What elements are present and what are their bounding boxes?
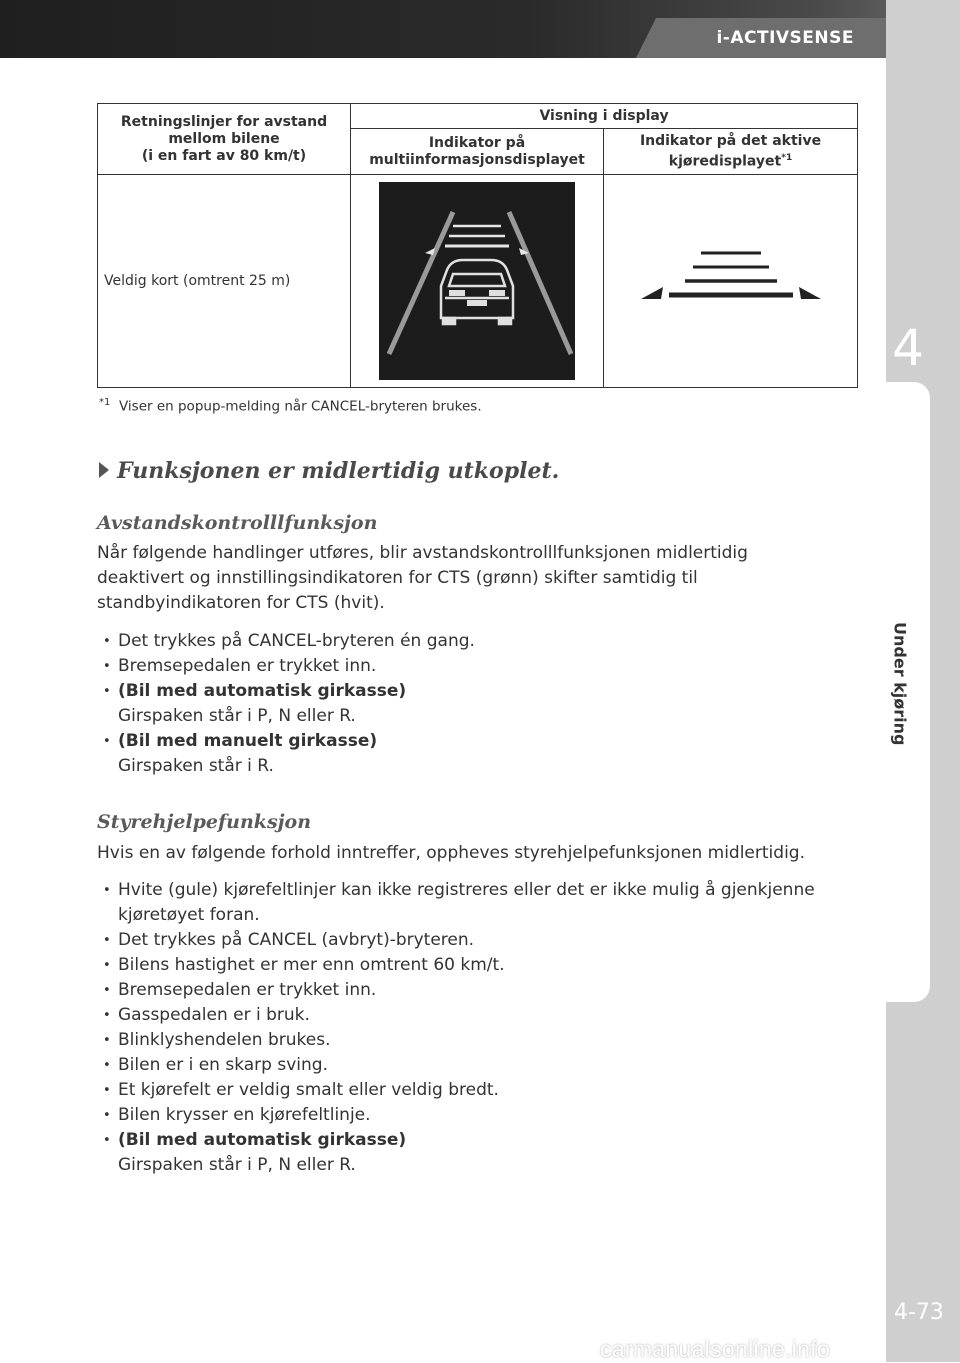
watermark: carmanualsonline.info bbox=[600, 1336, 831, 1362]
list-item: • Det trykkes på CANCEL-bryteren én gang. bbox=[103, 629, 863, 654]
list-item: • Bremsepedalen er trykket inn. bbox=[103, 654, 863, 679]
indicator-table bbox=[97, 103, 858, 388]
multi-display-image-cell bbox=[351, 175, 604, 388]
paragraph-line: standbyindikatoren for CTS (hvit). bbox=[97, 593, 385, 613]
header-line: multiinformasjonsdisplayet bbox=[369, 151, 585, 168]
header-line: (i en fart av 80 km/t) bbox=[141, 147, 307, 164]
header-line: Retningslinjer for avstand bbox=[120, 113, 328, 130]
list-item-text: Girspaken står i R. bbox=[118, 756, 274, 776]
list-item bbox=[103, 1128, 883, 1178]
footnote-mark: *1 bbox=[99, 397, 111, 408]
chapter-number: 4 bbox=[892, 319, 924, 377]
list-item: • Bilen krysser en kjørefeltlinje. bbox=[103, 1103, 883, 1128]
paragraph-line: Når følgende handlinger utføres, blir avstandskontrolllfunksjonen midlertidig bbox=[97, 543, 748, 563]
distance-control-heading: Avstandskontrolllfunksjon bbox=[97, 512, 378, 534]
header-line bbox=[604, 150, 857, 171]
list-item-bold: • (Bil med automatisk girkasse) bbox=[118, 1130, 407, 1150]
header-line: Indikator på bbox=[428, 134, 526, 151]
footnote-text: Viser en popup-melding når CANCEL-bryteren brukes. bbox=[118, 398, 482, 415]
paragraph-line: deaktivert og innstillingsindikatoren for CTS (grønn) skifter samtidig til bbox=[97, 568, 698, 588]
list-item-bold: • (Bil med manuelt girkasse) bbox=[118, 731, 378, 751]
section-label: Under kjøring bbox=[890, 622, 910, 746]
list-item-bold: • (Bil med automatisk girkasse) bbox=[118, 681, 407, 701]
header-text: kjøredisplayet bbox=[668, 153, 782, 170]
section-heading bbox=[99, 458, 559, 484]
list-item: • Bremsepedalen er trykket inn. bbox=[103, 978, 883, 1003]
display-header: Visning i display bbox=[351, 104, 858, 129]
page-number: 4-73 bbox=[894, 1300, 944, 1325]
multi-display-header bbox=[351, 129, 604, 175]
distance-control-list bbox=[103, 629, 863, 779]
list-item-text: Hvite (gule) kjørefeltlinjer kan ikke registreres eller det er ikke mulig å gjenkjenne bbox=[118, 880, 815, 900]
active-display-header bbox=[604, 129, 858, 175]
distance-guideline-header bbox=[98, 104, 351, 175]
list-item: • Bilens hastighet er mer enn omtrent 60 km/t. bbox=[103, 953, 883, 978]
list-item: • Gasspedalen er i bruk. bbox=[103, 1003, 883, 1028]
list-item bbox=[103, 878, 883, 928]
list-item: • Blinklyshendelen brukes. bbox=[103, 1028, 883, 1053]
distance-cell: Veldig kort (omtrent 25 m) bbox=[98, 175, 351, 388]
list-item bbox=[103, 679, 863, 729]
header-line: Indikator på det aktive bbox=[639, 132, 822, 149]
footnote bbox=[99, 397, 482, 415]
header-title: i-ACTIVSENSE bbox=[716, 28, 854, 48]
header-line: mellom bilene bbox=[168, 130, 280, 147]
list-item: • Et kjørefelt er veldig smalt eller veldig bredt. bbox=[103, 1078, 883, 1103]
list-item: • Bilen er i en skarp sving. bbox=[103, 1053, 883, 1078]
triangle-bullet-icon bbox=[99, 462, 109, 478]
footnote-mark: *1 bbox=[781, 152, 793, 163]
steering-assist-list bbox=[103, 878, 883, 1178]
steering-assist-intro: Hvis en av følgende forhold inntreffer, oppheves styrehjelpefunksjonen midlertidig. bbox=[97, 843, 805, 863]
distance-control-paragraph bbox=[97, 541, 857, 616]
active-display-image-cell bbox=[604, 175, 858, 388]
list-item-text: Girspaken står i P, N eller R. bbox=[118, 1155, 356, 1175]
multi-display-car-image bbox=[379, 182, 575, 380]
list-item bbox=[103, 729, 863, 779]
active-display-indicator-image bbox=[631, 239, 831, 319]
section-heading-text: Funksjonen er midlertidig utkoplet. bbox=[117, 458, 560, 484]
list-item: • Det trykkes på CANCEL (avbryt)-bryteren. bbox=[103, 928, 883, 953]
list-item-text: Girspaken står i P, N eller R. bbox=[118, 706, 356, 726]
steering-assist-heading: Styrehjelpefunksjon bbox=[97, 811, 312, 833]
list-item-text: kjøretøyet foran. bbox=[118, 905, 260, 925]
